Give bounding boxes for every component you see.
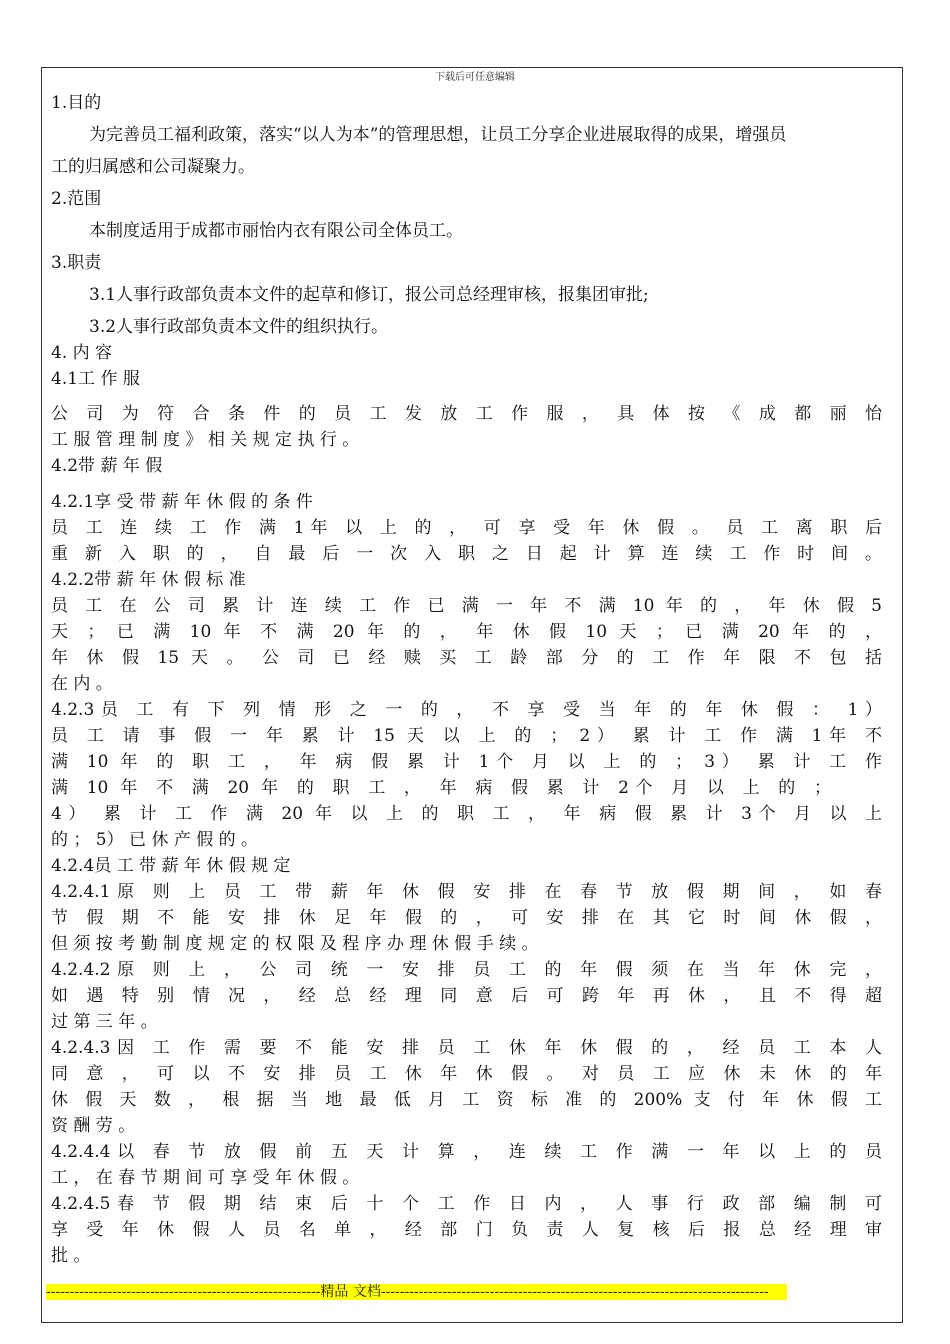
rule-3-line-3: 休 假 天 数 ， 根 据 当 地 最 低 月 工 资 标 准 的 200% 支 付 年 休 假 工: [51, 1090, 882, 1110]
workwear-line-2: 工 服 管 理 制 度 》 相 关 规 定 执 行 。: [51, 430, 360, 450]
heading-purpose: 1.目的: [51, 93, 102, 113]
rule-5-line-1: 4.2.4.5春 节 假 期 结 束 后 十 个 工 作 日 内 ， 人 事 行 政 部 编 制 可: [51, 1194, 882, 1214]
heading-duties: 3.职责: [51, 253, 102, 273]
leave-exclusion-line-3: 满 10 年 的 职 工 ， 年 病 假 累 计 1个 月 以 上 的 ； 3） 累 计 工 作: [51, 752, 882, 772]
leave-standard-line-2: 天 ； 已 满 10 年 不 满 20 年 的 ， 年 休 假 10 天 ； 已 满 20 年 的 ，: [51, 622, 882, 642]
leave-condition-line-1: 员 工 连 续 工 作 满 1年 以 上 的 ， 可 享 受 年 休 假 。 员 工 离 职 后: [51, 518, 882, 538]
heading-paid-leave: 4.2带 薪 年 假: [51, 456, 163, 476]
page-frame: [41, 67, 903, 1323]
leave-exclusion-line-4: 满 10 年 不 满 20 年 的 职 工 ， 年 病 假 累 计 2个 月 以 上 的 ；: [51, 778, 831, 798]
leave-condition-line-2: 重 新 入 职 的 ， 自 最 后 一 次 入 职 之 日 起 计 算 连 续 工 作 时 间 。: [51, 544, 882, 564]
heading-scope: 2.范围: [51, 189, 102, 209]
rule-1-line-3: 但 须 按 考 勤 制 度 规 定 的 权 限 及 程 序 办 理 休 假 手 续 。: [51, 934, 539, 954]
footer-banner: ----------------------------------------------------------精品 文档----------------------------------------------------------------------------------: [46, 1284, 787, 1300]
page-header: 下载后可任意编辑: [435, 72, 515, 83]
rule-2-line-3: 过 第 三 年 。: [51, 1012, 158, 1032]
purpose-line-2: 工的归属感和公司凝聚力。: [51, 157, 255, 177]
purpose-line-1: 为完善员工福利政策，落实“以人为本”的管理思想，让员工分享企业进展取得的成果，增强员: [89, 125, 787, 145]
workwear-line-1: 公 司 为 符 合 条 件 的 员 工 发 放 工 作 服 ， 具 体 按 《 成 都 丽 怡: [51, 404, 882, 424]
rule-2-line-2: 如 遇 特 别 情 况 ， 经 总 经 理 同 意 后 可 跨 年 再 休 ， 且 不 得 超: [51, 986, 882, 1006]
leave-standard-line-4: 在 内 。: [51, 674, 113, 694]
leave-standard-line-1: 员 工 在 公 司 累 计 连 续 工 作 已 满 一 年 不 满 10 年 的 ， 年 休 假 5: [51, 596, 882, 616]
leave-standard-line-3: 年 休 假 15 天 。 公 司 已 经 赎 买 工 龄 部 分 的 工 作 年 限 不 包 括: [51, 648, 882, 668]
leave-exclusion-line-5: 4） 累 计 工 作 满 20 年 以 上 的 职 工 ， 年 病 假 累 计 3个 月 以 上: [51, 804, 882, 824]
rule-3-line-2: 同 意 ， 可 以 不 安 排 员 工 休 年 休 假 。 对 员 工 应 休 未 休 的 年: [51, 1064, 882, 1084]
rule-4-line-1: 4.2.4.4以 春 节 放 假 前 五 天 计 算 ， 连 续 工 作 满 一 年 以 上 的 员: [51, 1142, 882, 1162]
rule-3-line-1: 4.2.4.3因 工 作 需 要 不 能 安 排 员 工 休 年 休 假 的 ， 经 员 工 本 人: [51, 1038, 882, 1058]
rule-1-line-2: 节 假 期 不 能 安 排 休 足 年 假 的 ， 可 安 排 在 其 它 时 间 休 假 ，: [51, 908, 882, 928]
leave-standard-title: 4.2.2带 薪 年 休 假 标 准: [51, 570, 246, 590]
rule-1-line-1: 4.2.4.1原 则 上 员 工 带 薪 年 休 假 安 排 在 春 节 放 假 期 间 ， 如 春: [51, 882, 882, 902]
leave-rules-title: 4.2.4员 工 带 薪 年 休 假 规 定: [51, 856, 291, 876]
rule-4-line-2: 工 ， 在 春 节 期 间 可 享 受 年 休 假 。: [51, 1168, 360, 1188]
duties-line-2: 3.2人事行政部负责本文件的组织执行。: [89, 317, 389, 337]
heading-content: 4. 内 容: [51, 343, 113, 363]
leave-exclusion-line-6: 的 ； 5） 已 休 产 假 的 。: [51, 830, 259, 850]
duties-line-1: 3.1人事行政部负责本文件的起草和修订，报公司总经理审核，报集团审批;: [89, 285, 649, 305]
leave-exclusion-line-1: 4.2.3员 工 有 下 列 情 形 之 一 的 ， 不 享 受 当 年 的 年 休 假 ： 1）: [51, 700, 882, 720]
leave-exclusion-line-2: 员 工 请 事 假 一 年 累 计 15 天 以 上 的 ； 2） 累 计 工 作 满 1年 不: [51, 726, 882, 746]
rule-3-line-4: 资 酬 劳 。: [51, 1116, 136, 1136]
rule-5-line-2: 享 受 年 休 假 人 员 名 单 ， 经 部 门 负 责 人 复 核 后 报 总 经 理 审: [51, 1220, 882, 1240]
heading-workwear: 4.1工 作 服: [51, 369, 140, 389]
rule-5-line-3: 批 。: [51, 1246, 91, 1266]
leave-condition-title: 4.2.1享 受 带 薪 年 休 假 的 条 件: [51, 492, 313, 512]
scope-line: 本制度适用于成都市丽怡内衣有限公司全体员工。: [89, 221, 463, 241]
rule-2-line-1: 4.2.4.2原 则 上 ， 公 司 统 一 安 排 员 工 的 年 假 须 在 当 年 休 完 ，: [51, 960, 882, 980]
